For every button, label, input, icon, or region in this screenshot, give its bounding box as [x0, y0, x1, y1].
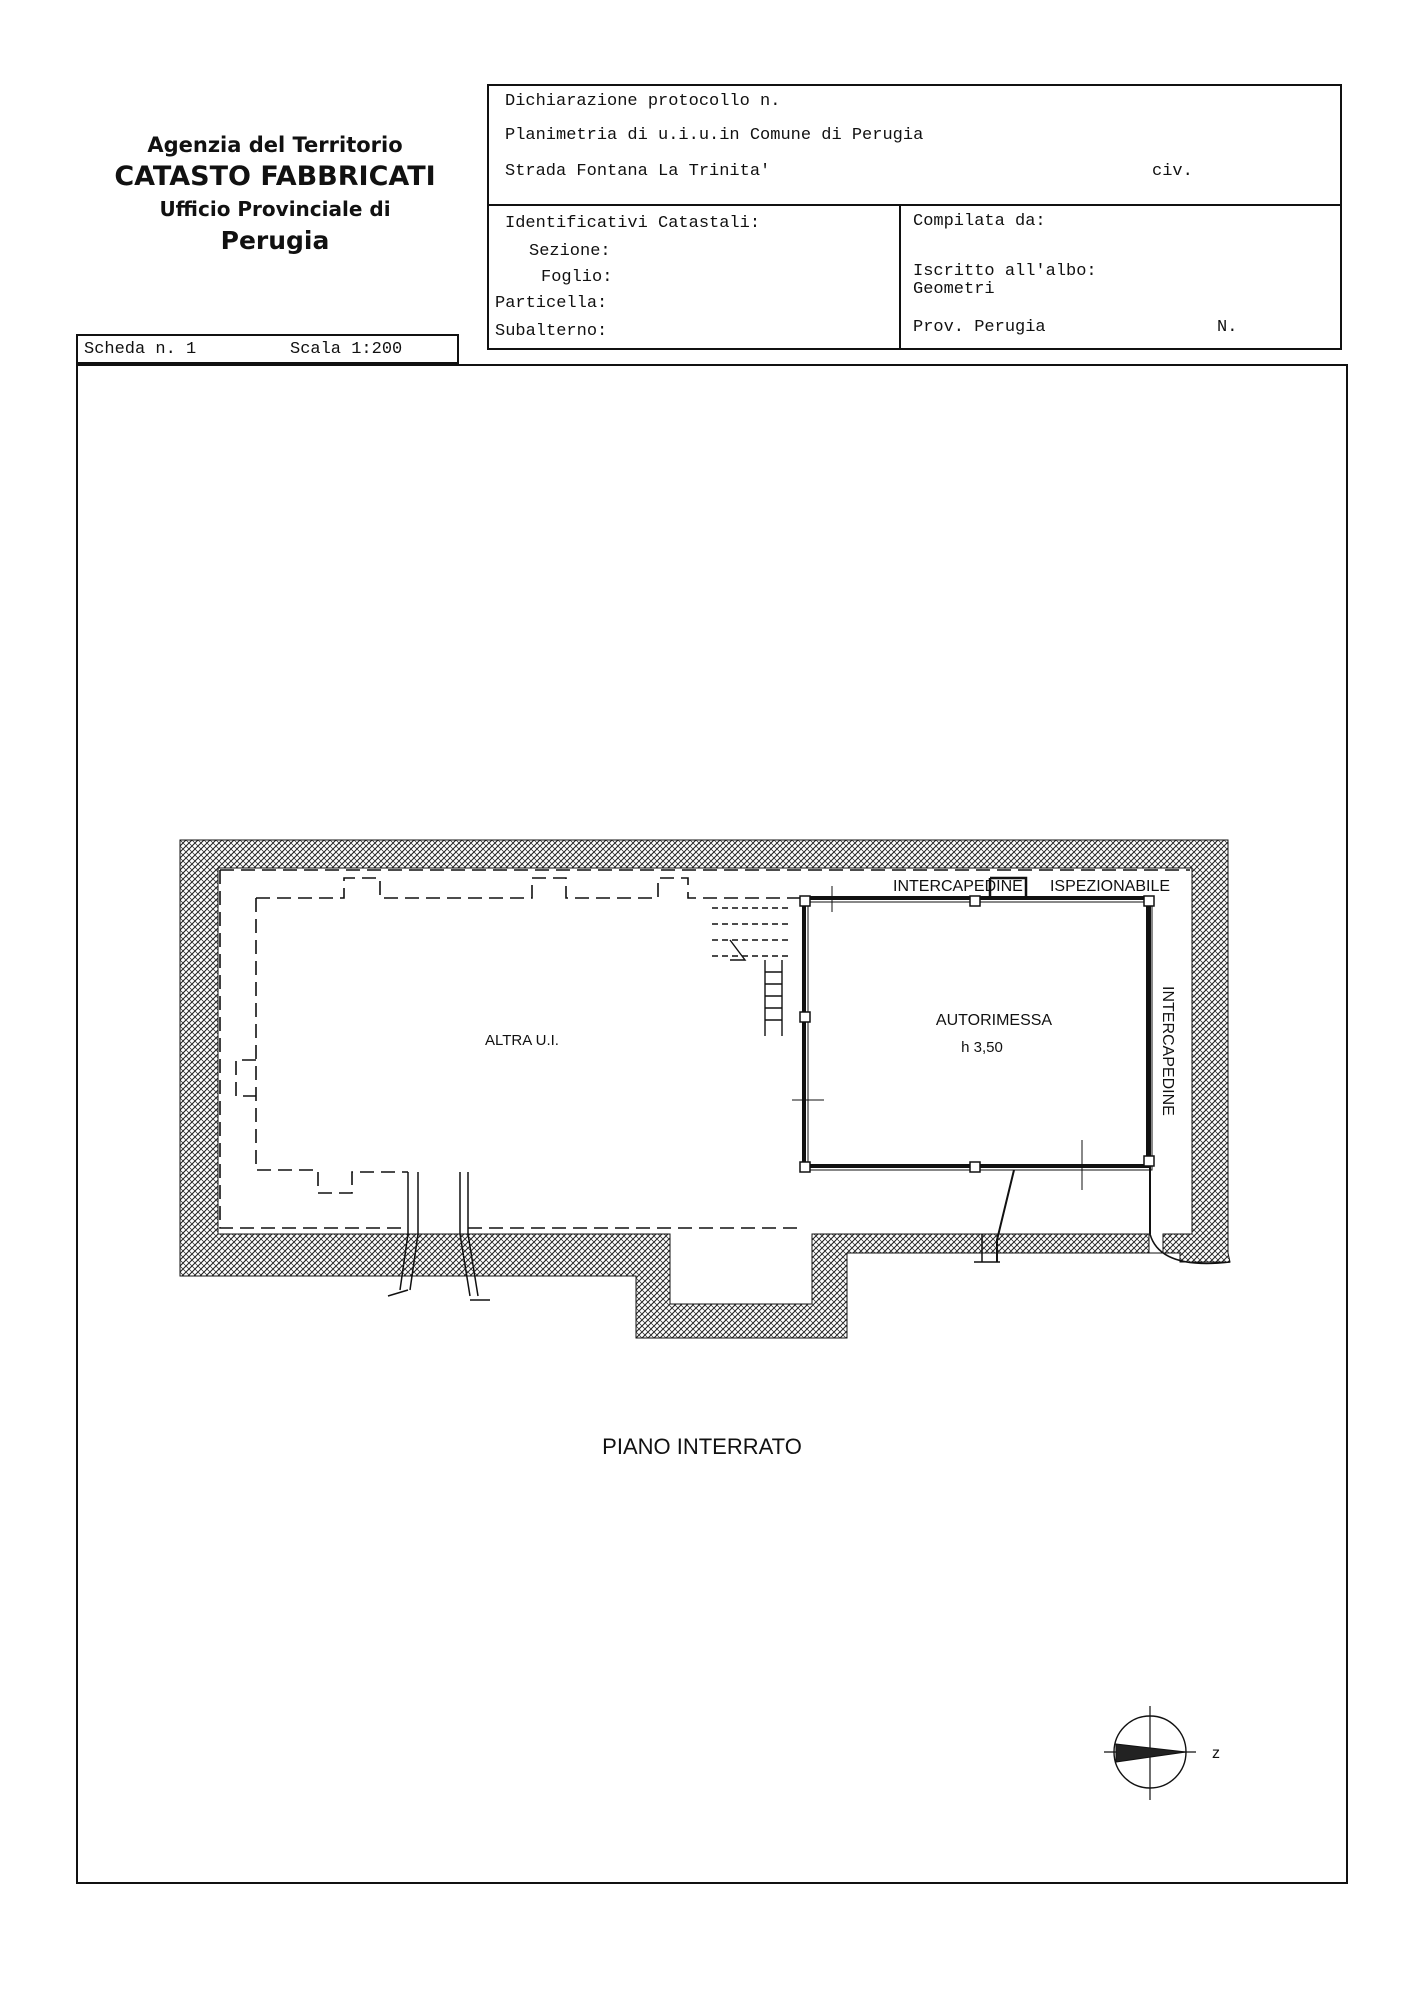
north-arrow-icon: [1104, 1706, 1220, 1800]
intercapedine-top-label: INTERCAPEDINE: [893, 878, 1023, 895]
dichiarazione-label: Dichiarazione protocollo n.: [505, 92, 781, 111]
address-label: Strada Fontana La Trinita': [505, 162, 771, 181]
geometri-label: Geometri: [913, 280, 995, 299]
north-label: z: [1212, 1745, 1220, 1762]
subalterno-label: Subalterno:: [495, 322, 608, 341]
office-label: Ufficio Provinciale di: [159, 197, 391, 221]
retaining-wall: [180, 840, 1230, 1338]
iscritto-label: Iscritto all'albo:: [913, 262, 1097, 281]
sezione-label: Sezione:: [529, 242, 611, 261]
planimetria-label: Planimetria di u.i.u.in Comune di Perugia: [505, 126, 924, 145]
staircase: [712, 908, 790, 1036]
piano-label: PIANO INTERRATO: [602, 1434, 802, 1459]
foglio-label: Foglio:: [541, 268, 613, 287]
catasto-title: CATASTO FABBRICATI: [114, 161, 436, 192]
agency-name: Agenzia del Territorio: [147, 133, 403, 157]
altra-ui-outline: [220, 870, 1190, 1228]
compilata-label: Compilata da:: [913, 212, 1046, 231]
civ-label: civ.: [1152, 162, 1193, 181]
autorimessa-label: AUTORIMESSA: [935, 1012, 1053, 1029]
scheda-number: Scheda n. 1: [84, 340, 197, 359]
height-label: h 3,50: [961, 1039, 1003, 1056]
prov-label: Prov. Perugia: [913, 318, 1046, 337]
number-label: N.: [1217, 318, 1238, 337]
scale-label: Scala 1:200: [290, 340, 403, 359]
ispezionabile-label: ISPEZIONABILE: [1049, 878, 1171, 895]
particella-label: Particella:: [495, 294, 608, 313]
identificativi-label: Identificativi Catastali:: [505, 214, 761, 233]
altra-ui-label: ALTRA U.I.: [485, 1032, 559, 1049]
intercapedine-side-label: INTERCAPEDINE: [1159, 986, 1176, 1116]
office-city: Perugia: [220, 226, 330, 255]
